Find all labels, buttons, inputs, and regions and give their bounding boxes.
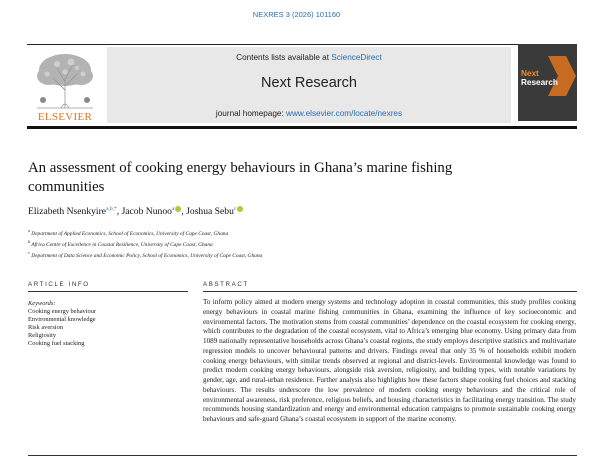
homepage-prefix: journal homepage: [215,109,284,118]
affiliation-marker: a [28,228,30,233]
sciencedirect-link[interactable]: ScienceDirect [331,53,382,62]
elsevier-logo[interactable] [27,48,103,122]
affiliation-line [28,238,262,249]
contents-line [107,53,511,62]
keyword: Religiosity [28,331,57,339]
author-name[interactable]: Jacob Nunoo [121,206,172,218]
homepage-link[interactable]: www.elsevier.com/locate/nexres [286,109,403,118]
masthead [27,44,577,124]
author-affiliation-marker[interactable]: a [171,206,175,212]
article-title: An assessment of cooking energy behaviours in Ghana’s marine fishing communities [28,160,453,195]
author-affiliation-marker[interactable]: a,b,* [106,206,117,212]
publisher-name: ELSEVIER [37,111,93,123]
masthead-top-rule [27,44,577,45]
author-separator: , [181,206,187,218]
author-separator: , [116,206,122,218]
cover-word-research: Research [521,77,558,87]
author-list [28,206,243,217]
keyword: Cooking energy behaviour [28,307,97,315]
keyword: Environmental knowledge [28,315,96,323]
orcid-icon[interactable] [237,206,243,212]
affiliation-text: Department of Data Science and Economic Policy, School of Economics, University of Cape Coast, Ghana [31,253,263,260]
affiliation-line [28,249,262,260]
journal-reference[interactable]: NEXRES 3 (2026) 101160 [252,10,341,19]
affiliation-line [28,227,262,238]
article-info-rule [28,291,188,292]
keyword: Cooking fuel stacking [28,339,85,347]
keywords-block [28,300,96,347]
affiliation-text: Africa Centre of Excellence in Coastal Resilience, University of Cape Coast, Ghana [31,242,213,248]
abstract-body: To inform policy aimed at modern energy systems and technology adoption in coastal communities, this study profiles cooking energy behaviours in coastal marine fishing communities in Ghana, examining the influence of key socioeconomic and environmental factors. The motivation stems from coastal communities’ dependence on the coastal ecosystem for cooking energy, which contributes to the degradation of the coastal ecosystem, vital to Africa’s emerging blue economy. Using primary data from 1089 nationally representative households across Ghana’s coastal regions, the study employs descriptive statistics and multivariate regression models to uncover behavioural patterns and drivers. Findings reveal that only 35 % of households exhibit modern cooking energy behaviours, with similar trends observed at regional and district-levels. Environmental knowledge was found to predict modern cooking energy behaviours, alongside risk aversion, religiosity, and building types, with notable variations by gender, age, and rural-urban residence. Further analysis also highlights how these factors shape cooking fuel choices and stacking behaviours. The results underscore the low prevalence of modern cooking energy behaviours and the critical role of environmental awareness, risk preference, religious beliefs, and housing characteristics in facilitating energy transition. The study recommends housing standardization and energy and environmental education campaigns to promote sustainable cooking energy behaviours and safe-guard Ghana’s coastal ecosystem in support of the marine economy. [203,298,577,423]
journal-banner [107,47,511,123]
article-info-heading: ARTICLE INFO [28,281,90,288]
keywords-label: Keywords: [28,300,56,307]
affiliation-marker: b [28,239,31,245]
tree-of-knowledge-icon [27,48,103,110]
homepage-line [107,109,511,118]
abstract-rule [203,291,577,292]
contents-prefix: Contents lists available at [236,53,330,62]
cover-title [521,70,558,87]
affiliations [28,227,262,261]
cover-word-next: Next [521,69,539,78]
affiliation-text: Department of Applied Economics, School of Economics, University of Cape Coast, Ghana [31,230,229,237]
bottom-rule [28,455,577,456]
affiliation-marker: c [28,250,30,256]
keyword: Risk aversion [28,323,63,331]
author-affiliation-marker[interactable]: c [233,206,237,212]
journal-name: Next Research [261,75,357,91]
masthead-bottom-rule [27,126,577,129]
author-name[interactable]: Elizabeth Nsenkyire [28,206,107,218]
abstract-heading: ABSTRACT [203,281,249,288]
author-name[interactable]: Joshua Sebu [186,206,234,218]
journal-cover-thumbnail[interactable] [518,44,577,121]
